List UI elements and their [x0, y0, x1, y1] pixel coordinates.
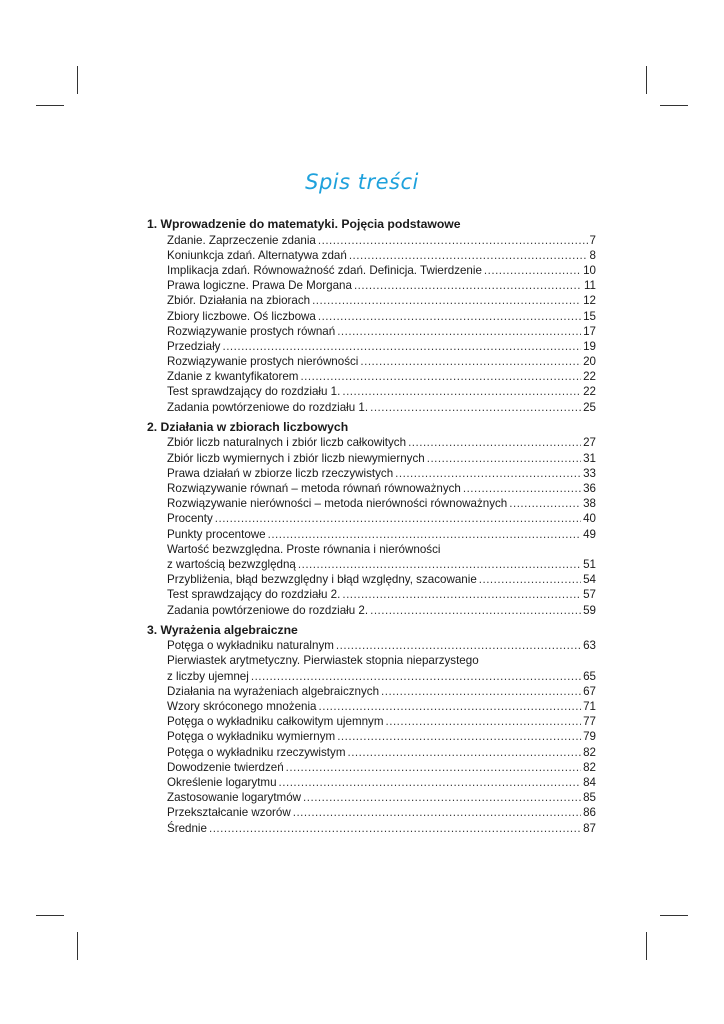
toc-entry-page: 82 — [583, 760, 596, 774]
toc-entry — [167, 369, 596, 384]
dot-leader — [347, 745, 581, 760]
toc-entry-label: Implikacja zdań. Równoważność zdań. Definicja. Twierdzenie — [167, 263, 482, 277]
toc-entry — [167, 309, 596, 324]
toc-entry-label: Potęga o wykładniku całkowitym ujemnym — [167, 715, 384, 729]
toc-entry — [167, 527, 596, 542]
toc-entry — [167, 435, 596, 450]
toc-entry-page: 22 — [583, 385, 596, 399]
toc-entry-page: 22 — [583, 370, 596, 384]
toc-entry-page: 86 — [583, 806, 596, 820]
toc-entry — [167, 324, 596, 339]
toc-entry-page: 20 — [583, 355, 596, 369]
toc-entry-label: Zadania powtórzeniowe do rozdziału 1. — [167, 400, 369, 414]
toc-entry-label: Koniunkcja zdań. Alternatywa zdań — [167, 248, 347, 262]
toc-entry-page: 71 — [583, 700, 596, 714]
toc-entry-label: z wartością bezwzględną — [167, 557, 296, 571]
toc-entry — [167, 400, 596, 415]
toc-entry-label: Test sprawdzający do rozdziału 1. — [167, 385, 341, 399]
toc-entry-label: Wzory skróconego mnożenia — [167, 700, 317, 714]
toc-entry-label: Dowodzenie twierdzeń — [167, 760, 284, 774]
dot-leader — [381, 684, 581, 699]
toc-entry — [167, 572, 596, 587]
toc-entry — [167, 354, 596, 369]
toc-entry-label: Potęga o wykładniku wymiernym — [167, 730, 336, 744]
table-of-contents — [147, 217, 596, 841]
toc-entry-page: 82 — [583, 745, 596, 759]
toc-entry-label: Przybliżenia, błąd bezwzględny i błąd względny, szacowanie — [167, 573, 477, 587]
toc-entry — [167, 248, 596, 263]
toc-entry-page: 79 — [583, 730, 596, 744]
toc-entry-label: Zbiór liczb naturalnych i zbiór liczb całkowitych — [167, 436, 407, 450]
toc-entry — [167, 481, 596, 496]
toc-entry-label: Punkty procentowe — [167, 527, 266, 541]
toc-entry — [167, 714, 596, 729]
dot-leader — [215, 511, 581, 526]
toc-entry — [167, 466, 596, 481]
dot-leader — [427, 451, 581, 466]
toc-entry-label: Zadania powtórzeniowe do rozdziału 2. — [167, 603, 369, 617]
dot-leader — [209, 821, 581, 836]
page-title: Spis treści — [305, 170, 419, 194]
toc-chapter — [147, 623, 596, 836]
toc-entry — [167, 557, 596, 572]
toc-entry — [167, 339, 596, 354]
dot-leader — [300, 369, 581, 384]
crop-mark — [36, 105, 64, 106]
crop-mark — [646, 66, 647, 94]
dot-leader — [509, 496, 581, 511]
dot-leader — [479, 572, 581, 587]
toc-entry-label: Prawa działań w zbiorze liczb rzeczywistych — [167, 466, 394, 480]
crop-mark — [646, 932, 647, 960]
toc-entry-page: 10 — [583, 263, 596, 277]
toc-entry-label: Zbiory liczbowe. Oś liczbowa — [167, 309, 316, 323]
dot-leader — [319, 699, 582, 714]
dot-leader — [298, 557, 581, 572]
toc-entry-page: 7 — [589, 233, 596, 247]
toc-entry-page: 33 — [583, 466, 596, 480]
toc-entry — [167, 511, 596, 526]
dot-leader — [251, 669, 581, 684]
toc-entry — [167, 775, 596, 790]
toc-entry-page: 38 — [583, 497, 596, 511]
toc-entry-page: 17 — [583, 324, 596, 338]
toc-entry-label: Zdanie z kwantyfikatorem — [167, 370, 299, 384]
dot-leader — [318, 233, 588, 248]
toc-entry-label: Przedziały — [167, 339, 221, 353]
toc-entry — [167, 278, 596, 293]
toc-entry-page: 85 — [583, 791, 596, 805]
toc-entry — [167, 821, 596, 836]
toc-entry-page: 8 — [589, 248, 596, 262]
chapter-title: 1. Wprowadzenie do matematyki. Pojęcia podstawowe — [147, 217, 461, 231]
toc-entry-label: Rozwiązywanie nierówności – metoda nierówności równoważnych — [167, 497, 508, 511]
toc-entry — [167, 729, 596, 744]
toc-entry-page: 77 — [583, 715, 596, 729]
dot-leader — [222, 339, 581, 354]
dot-leader — [337, 729, 581, 744]
toc-entry-page: 27 — [583, 436, 596, 450]
dot-leader — [360, 354, 581, 369]
toc-entry-label: Test sprawdzający do rozdziału 2. — [167, 588, 341, 602]
dot-leader — [463, 481, 581, 496]
toc-entry-page: 87 — [583, 821, 596, 835]
toc-entry-label: Średnie — [167, 821, 207, 835]
toc-entry-label: Zastosowanie logarytmów — [167, 791, 302, 805]
toc-entry — [167, 745, 596, 760]
toc-entry-page: 15 — [583, 309, 596, 323]
toc-entry-page: 57 — [583, 588, 596, 602]
toc-entry-label: Potęga o wykładniku rzeczywistym — [167, 745, 346, 759]
toc-entry-page: 54 — [583, 573, 596, 587]
toc-entry-label: Potęga o wykładniku naturalnym — [167, 639, 334, 653]
dot-leader — [342, 587, 581, 602]
toc-entry-page: 31 — [583, 451, 596, 465]
toc-entry — [167, 699, 596, 714]
toc-entry-label: Zbiór. Działania na zbiorach — [167, 294, 311, 308]
dot-leader — [349, 248, 588, 263]
dot-leader — [312, 293, 581, 308]
toc-entry-label: Rozwiązywanie prostych równań — [167, 324, 336, 338]
dot-leader — [484, 263, 581, 278]
dot-leader — [279, 775, 582, 790]
toc-entry-page: 51 — [583, 557, 596, 571]
chapter-title: 3. Wyrażenia algebraiczne — [147, 622, 298, 637]
toc-entry — [167, 587, 596, 602]
toc-entry-page: 19 — [583, 339, 596, 353]
toc-entry — [167, 684, 596, 699]
toc-entry — [167, 293, 596, 308]
toc-entry — [167, 263, 596, 278]
dot-leader — [318, 309, 581, 324]
dot-leader — [303, 790, 581, 805]
toc-entry-label: z liczby ujemnej — [167, 669, 249, 683]
toc-entry — [167, 233, 596, 248]
crop-mark — [77, 66, 78, 94]
toc-entry — [167, 451, 596, 466]
toc-entry-page: 65 — [583, 669, 596, 683]
toc-entry-first-line: Wartość bezwzględna. Proste równania i nierówności — [167, 542, 441, 556]
toc-entry-page: 40 — [583, 512, 596, 526]
toc-entry-page: 25 — [583, 400, 596, 414]
dot-leader — [268, 527, 581, 542]
toc-entry-label: Określenie logarytmu — [167, 775, 277, 789]
dot-leader — [336, 638, 581, 653]
dot-leader — [395, 466, 581, 481]
crop-mark — [77, 932, 78, 960]
crop-mark — [36, 915, 64, 916]
crop-mark — [660, 105, 688, 106]
toc-entry-page: 11 — [583, 279, 596, 293]
toc-entry-label: Rozwiązywanie równań – metoda równań równoważnych — [167, 482, 461, 495]
dot-leader — [342, 384, 581, 399]
toc-entry-page: 67 — [583, 684, 596, 698]
toc-entry-page: 49 — [583, 527, 596, 541]
dot-leader — [286, 760, 581, 775]
toc-entry-page: 12 — [583, 294, 596, 308]
dot-leader — [370, 400, 581, 415]
toc-entry-page: 59 — [583, 603, 596, 617]
toc-entry — [167, 669, 596, 684]
toc-entry — [167, 638, 596, 653]
toc-entry-label: Działania na wyrażeniach algebraicznych — [167, 684, 380, 698]
toc-entry-page: 36 — [583, 482, 596, 495]
toc-entry-label: Zdanie. Zaprzeczenie zdania — [167, 233, 316, 247]
toc-entry — [167, 603, 596, 618]
toc-entry-label: Procenty — [167, 512, 213, 526]
toc-entry — [167, 496, 596, 511]
dot-leader — [386, 714, 582, 729]
crop-mark — [660, 915, 688, 916]
dot-leader — [370, 603, 581, 618]
dot-leader — [293, 805, 581, 820]
toc-entry — [167, 805, 596, 820]
toc-entry — [167, 384, 596, 399]
toc-entry-label: Rozwiązywanie prostych nierówności — [167, 355, 359, 369]
toc-entry-label: Przekształcanie wzorów — [167, 806, 291, 820]
toc-entry-label: Prawa logiczne. Prawa De Morgana — [167, 279, 352, 293]
toc-chapter — [147, 217, 596, 415]
toc-entry-first-line: Pierwiastek arytmetyczny. Pierwiastek stopnia nieparzystego — [167, 654, 479, 668]
toc-chapter — [147, 420, 596, 618]
dot-leader — [354, 278, 582, 293]
dot-leader — [337, 324, 581, 339]
toc-entry-page: 63 — [583, 639, 596, 653]
chapter-title: 2. Działania w zbiorach liczbowych — [147, 419, 349, 434]
toc-entry — [167, 790, 596, 805]
toc-entry — [167, 760, 596, 775]
dot-leader — [408, 435, 581, 450]
toc-entry-label: Zbiór liczb wymiernych i zbiór liczb niewymiernych — [167, 451, 425, 465]
toc-entry-page: 84 — [583, 775, 596, 789]
